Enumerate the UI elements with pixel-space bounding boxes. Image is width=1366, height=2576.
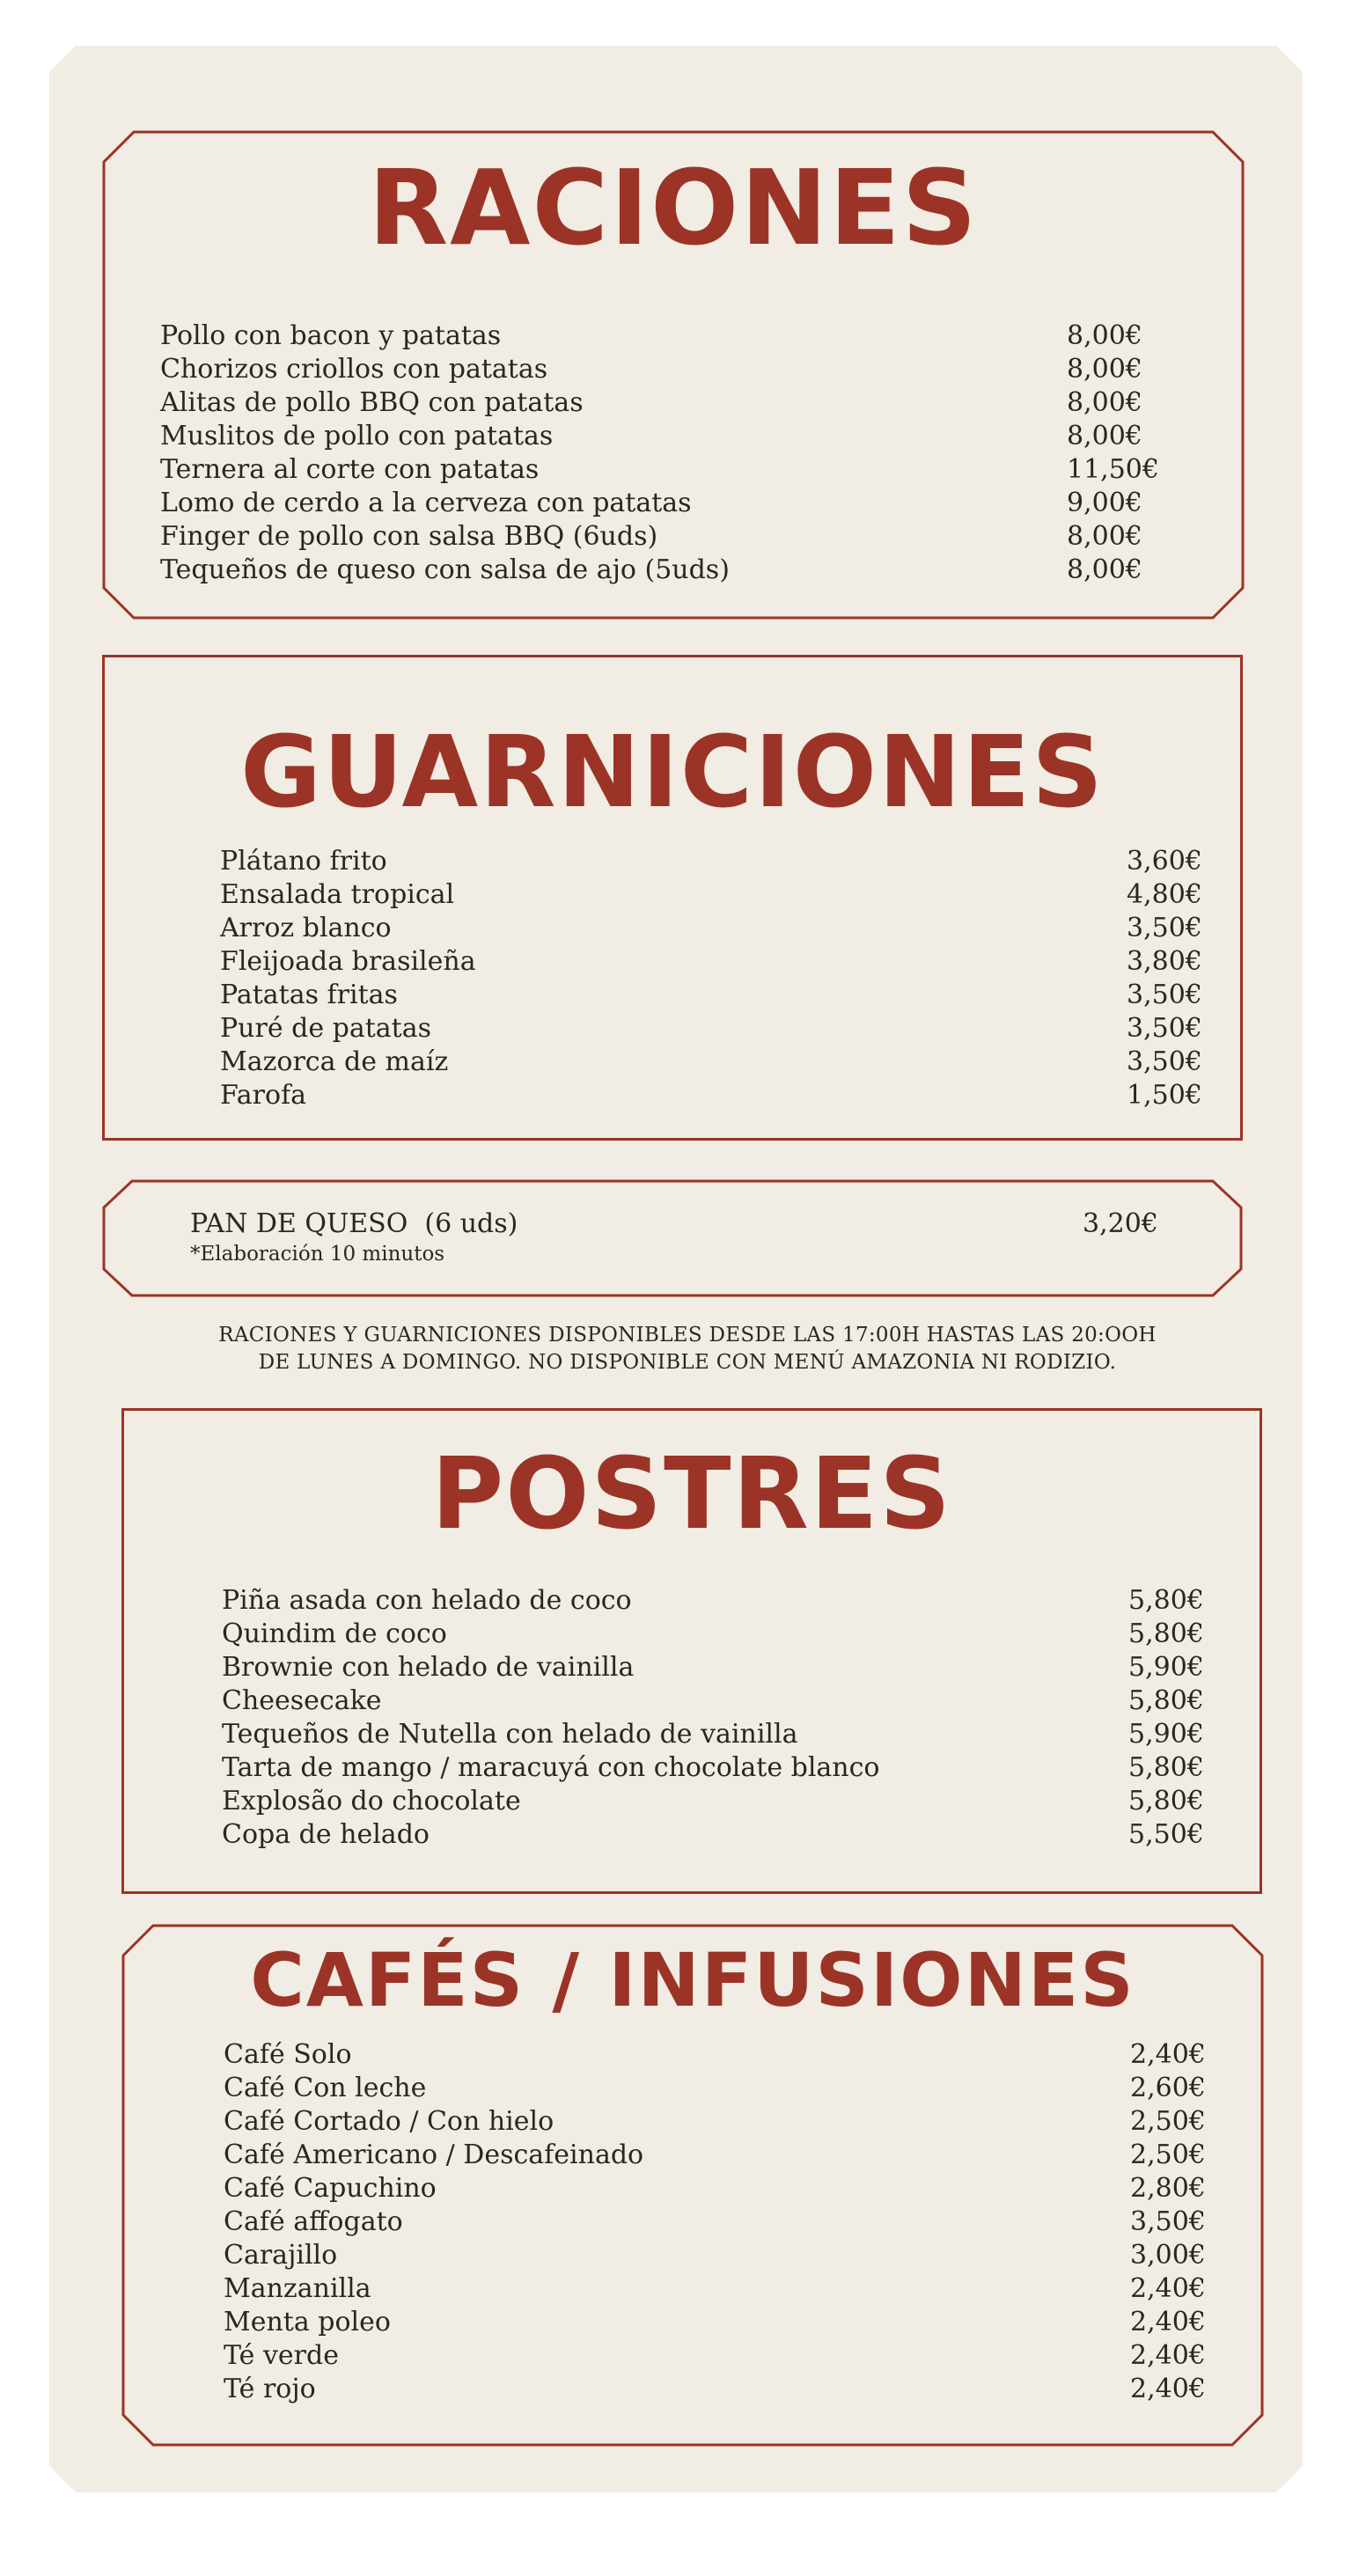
pan-de-queso-price: 3,20€ — [1083, 1208, 1158, 1239]
menu-item-price: 9,00€ — [1067, 488, 1142, 518]
cafes-list — [224, 2038, 1218, 2406]
menu-item-name: Café Americano / Descafeinado — [224, 2139, 644, 2170]
cafes-section — [121, 1924, 1264, 2447]
menu-item-price: 2,50€ — [1130, 2139, 1206, 2170]
menu-item-name: Té rojo — [224, 2374, 316, 2404]
menu-item-name: Tequeños de Nutella con helado de vainilla — [222, 1719, 798, 1750]
menu-item — [160, 453, 1159, 487]
menu-item — [222, 1651, 1216, 1684]
menu-item-name: Finger de pollo con salsa BBQ (6uds) — [160, 521, 658, 552]
menu-item-name: Café Cortado / Con hielo — [224, 2106, 554, 2137]
menu-item-name: Plátano frito — [220, 846, 387, 877]
menu-item-price: 2,50€ — [1130, 2106, 1206, 2137]
menu-item-name: Piña asada con helado de coco — [222, 1585, 632, 1616]
menu-item-name: Patatas fritas — [220, 980, 398, 1010]
menu-item-price: 1,50€ — [1127, 1080, 1202, 1111]
menu-item — [222, 1718, 1216, 1751]
menu-item-name: Arroz blanco — [220, 913, 392, 943]
menu-item-name: Ternera al corte con patatas — [160, 454, 540, 485]
menu-item-name: Café Capuchino — [224, 2173, 437, 2204]
menu-item-name: Tequeños de queso con salsa de ajo (5uds) — [160, 554, 730, 585]
postres-list — [222, 1584, 1216, 1852]
menu-item-price: 5,80€ — [1128, 1618, 1204, 1649]
postres-section — [121, 1408, 1262, 1894]
menu-item-price: 5,80€ — [1128, 1685, 1204, 1716]
menu-item — [220, 912, 1215, 945]
menu-item — [224, 2205, 1218, 2239]
menu-item-name: Manzanilla — [224, 2273, 371, 2304]
guarniciones-title: GUARNICIONES — [240, 716, 1105, 830]
availability-note — [102, 1320, 1273, 1382]
menu-item — [160, 487, 1155, 520]
menu-item-price: 2,40€ — [1130, 2273, 1206, 2304]
menu-item-price: 3,00€ — [1130, 2240, 1206, 2271]
menu-item-name: Café Solo — [224, 2039, 352, 2070]
menu-item-price: 8,00€ — [1067, 387, 1142, 418]
menu-item-price: 5,50€ — [1128, 1819, 1204, 1850]
menu-item — [160, 420, 1155, 453]
menu-item — [222, 1751, 1216, 1785]
menu-item-price: 8,00€ — [1067, 320, 1142, 351]
menu-item — [224, 2306, 1218, 2339]
menu-item — [224, 2239, 1218, 2272]
menu-item-name: Pollo con bacon y patatas — [160, 320, 502, 351]
menu-item — [220, 845, 1215, 878]
menu-item-price: 8,00€ — [1067, 554, 1142, 585]
availability-note-line-1: RACIONES Y GUARNICIONES DISPONIBLES DESDE LAS 17:00H HASTAS LAS 20:OOH — [218, 1324, 1157, 1347]
menu-item-price: 5,80€ — [1128, 1752, 1204, 1783]
menu-item-name: Menta poleo — [224, 2307, 391, 2337]
menu-item — [220, 979, 1215, 1012]
menu-item — [160, 353, 1155, 386]
menu-item — [224, 2105, 1218, 2139]
cafes-title: CAFÉS / INFUSIONES — [250, 1937, 1135, 2023]
menu-item-price: 8,00€ — [1067, 521, 1142, 552]
menu-item-price: 5,80€ — [1128, 1585, 1204, 1616]
menu-item — [224, 2272, 1218, 2306]
menu-item-price: 3,50€ — [1130, 2206, 1206, 2237]
menu-item-price: 3,50€ — [1127, 913, 1202, 943]
menu-item-price: 4,80€ — [1127, 879, 1202, 910]
menu-item-name: Muslitos de pollo con patatas — [160, 421, 554, 451]
menu-item-price: 2,80€ — [1130, 2173, 1206, 2204]
menu-item-name: Alitas de pollo BBQ con patatas — [160, 387, 584, 418]
raciones-section — [102, 130, 1245, 620]
menu-item-price: 3,60€ — [1127, 846, 1202, 877]
menu-item-price: 5,90€ — [1128, 1652, 1204, 1683]
menu-item — [220, 1012, 1215, 1046]
menu-item — [160, 554, 1155, 587]
menu-item — [220, 1046, 1215, 1079]
pan-de-queso-section — [102, 1179, 1243, 1297]
menu-item-name: Explosão do chocolate — [222, 1786, 521, 1816]
menu-item — [160, 520, 1155, 554]
menu-item-name: Brownie con helado de vainilla — [222, 1652, 635, 1683]
menu-item-name: Café Con leche — [224, 2073, 427, 2103]
guarniciones-list — [220, 845, 1215, 1112]
menu-item-price: 3,50€ — [1127, 980, 1202, 1010]
menu-item — [224, 2139, 1218, 2172]
menu-item-price: 3,80€ — [1127, 946, 1202, 977]
menu-item-price: 2,40€ — [1130, 2340, 1206, 2371]
availability-note-line-2: DE LUNES A DOMINGO. NO DISPONIBLE CON MENÚ AMAZONIA NI RODIZIO. — [258, 1351, 1117, 1374]
pan-de-queso-note: *Elaboración 10 minutos — [190, 1243, 445, 1266]
menu-item-price: 2,40€ — [1130, 2374, 1206, 2404]
menu-item — [222, 1818, 1216, 1852]
postres-title: POSTRES — [431, 1437, 952, 1552]
menu-item-name: Cheesecake — [222, 1685, 382, 1716]
menu-item — [224, 2339, 1218, 2373]
menu-item — [222, 1584, 1216, 1618]
menu-item — [224, 2072, 1218, 2105]
menu-item — [222, 1618, 1216, 1651]
menu-item-price: 5,80€ — [1128, 1786, 1204, 1816]
menu-item-price: 5,90€ — [1128, 1719, 1204, 1750]
menu-item — [160, 386, 1155, 420]
menu-item — [224, 2038, 1218, 2072]
menu-item — [222, 1684, 1216, 1718]
menu-item-name: Fleijoada brasileña — [220, 946, 476, 977]
menu-item-price: 3,50€ — [1127, 1046, 1202, 1077]
menu-item-price: 8,00€ — [1067, 421, 1142, 451]
menu-item — [220, 1079, 1215, 1112]
menu-item — [160, 319, 1155, 353]
menu-item-name: Quindim de coco — [222, 1618, 447, 1649]
menu-item-name: Tarta de mango / maracuyá con chocolate blanco — [222, 1752, 880, 1783]
menu-item-name: Ensalada tropical — [220, 879, 455, 910]
menu-item — [224, 2373, 1218, 2406]
guarniciones-section — [102, 655, 1243, 1141]
menu-item-price: 2,40€ — [1130, 2039, 1206, 2070]
menu-item — [220, 878, 1215, 912]
menu-item — [222, 1785, 1216, 1818]
menu-item-name: Farofa — [220, 1080, 307, 1111]
menu-item-name: Copa de helado — [222, 1819, 430, 1850]
menu-item-name: Chorizos criollos con patatas — [160, 354, 548, 385]
raciones-list — [160, 319, 1159, 587]
menu-item-price: 2,40€ — [1130, 2307, 1206, 2337]
menu-item-name: Lomo de cerdo a la cerveza con patatas — [160, 488, 692, 518]
menu-item — [224, 2172, 1218, 2205]
pan-de-queso-name: PAN DE QUESO (6 uds) — [190, 1208, 518, 1239]
menu-item-name: Café affogato — [224, 2206, 403, 2237]
menu-item-price: 2,60€ — [1130, 2073, 1206, 2103]
menu-item-price: 8,00€ — [1067, 354, 1142, 385]
raciones-title: RACIONES — [368, 147, 979, 268]
menu-item-price: 11,50€ — [1067, 454, 1159, 485]
menu-item-name: Carajillo — [224, 2240, 338, 2271]
menu-item-name: Mazorca de maíz — [220, 1046, 449, 1077]
menu-item — [220, 945, 1215, 979]
menu-item-name: Puré de patatas — [220, 1013, 431, 1044]
menu-item-name: Té verde — [224, 2340, 339, 2371]
menu-item-price: 3,50€ — [1127, 1013, 1202, 1044]
pan-de-queso-row — [190, 1207, 1171, 1267]
